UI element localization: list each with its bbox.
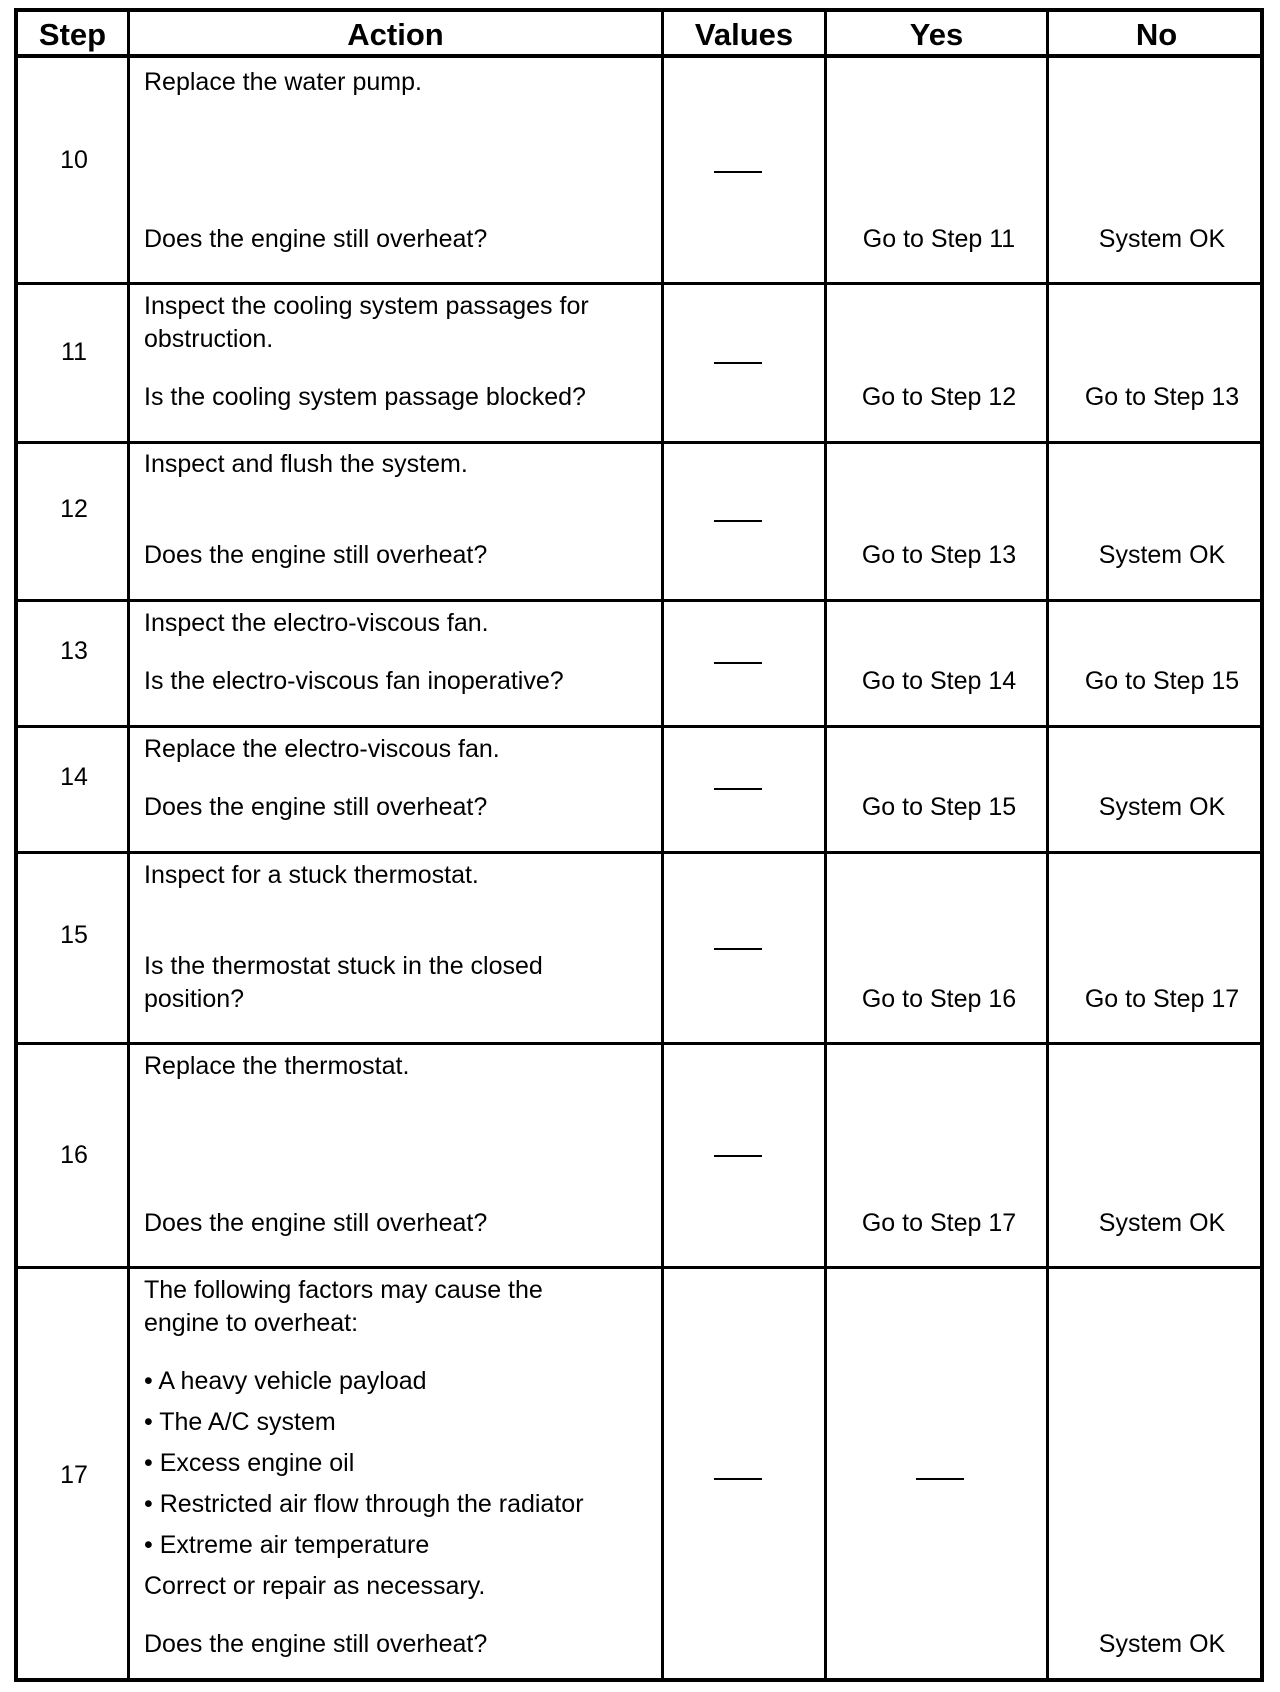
question-text: Does the engine still overheat? [144,541,488,569]
column-divider [824,12,827,1678]
action-text: Inspect for a stuck thermostat. [144,861,479,889]
step-number: 15 [60,921,88,949]
row-divider [18,725,1260,728]
values-dash [714,1478,762,1480]
bullet-item: • The A/C system [144,1408,336,1436]
bullet-item: • A heavy vehicle payload [144,1367,427,1395]
no-result: Go to Step 17 [1084,985,1240,1013]
yes-result: Go to Step 17 [861,1209,1017,1237]
action-text: Inspect and flush the system. [144,450,468,478]
no-result: System OK [1098,225,1226,253]
step-number: 13 [60,637,88,665]
yes-dash [916,1478,964,1480]
header-values: Values [694,17,794,52]
header-step: Step [38,17,107,52]
row-divider [18,441,1260,444]
bullet-item: • Extreme air temperature [144,1531,430,1559]
question-text: Does the engine still overheat? [144,1209,488,1237]
values-dash [714,362,762,364]
header-no: No [1135,17,1178,52]
yes-result: Go to Step 12 [861,383,1017,411]
action-text: Inspect the electro-viscous fan. [144,609,489,637]
row-divider [18,282,1260,285]
no-result: Go to Step 13 [1084,383,1240,411]
step-number: 16 [60,1141,88,1169]
row-divider [18,1042,1260,1045]
values-dash [714,1155,762,1157]
values-dash [714,662,762,664]
no-result: System OK [1098,1209,1226,1237]
diagnostic-table [14,8,1264,1682]
step-number: 17 [60,1461,88,1489]
no-result: Go to Step 15 [1084,667,1240,695]
yes-result: Go to Step 14 [861,667,1017,695]
no-result: System OK [1098,541,1226,569]
column-divider [127,12,130,1678]
bullet-item: • Restricted air flow through the radiator [144,1490,584,1518]
row-divider [18,851,1260,854]
step-number: 14 [60,763,88,791]
action-text: The following factors may cause the [144,1276,543,1304]
values-dash [714,520,762,522]
action-text: engine to overheat: [144,1309,359,1337]
row-divider [18,1266,1260,1269]
question-text: Does the engine still overheat? [144,1630,488,1658]
bullet-item: • Excess engine oil [144,1449,355,1477]
values-dash [714,171,762,173]
yes-result: Go to Step 16 [861,985,1017,1013]
yes-result: Go to Step 15 [861,793,1017,821]
column-divider [1046,12,1049,1678]
action-text: Correct or repair as necessary. [144,1572,486,1600]
step-number: 12 [60,495,88,523]
values-dash [714,788,762,790]
values-dash [714,948,762,950]
no-result: System OK [1098,793,1226,821]
row-divider [18,599,1260,602]
action-text: Inspect the cooling system passages for [144,292,589,320]
action-text: Replace the electro-viscous fan. [144,735,500,763]
action-text: Replace the water pump. [144,68,422,96]
question-text: position? [144,985,245,1013]
action-text: obstruction. [144,325,274,353]
question-text: Is the cooling system passage blocked? [144,383,586,411]
column-divider [661,12,664,1678]
question-text: Does the engine still overheat? [144,793,488,821]
header-action: Action [347,17,444,52]
question-text: Is the electro-viscous fan inoperative? [144,667,564,695]
yes-result: Go to Step 11 [862,225,1016,253]
question-text: Is the thermostat stuck in the closed [144,952,543,980]
question-text: Does the engine still overheat? [144,225,488,253]
header-yes: Yes [909,17,964,52]
yes-result: Go to Step 13 [861,541,1017,569]
step-number: 11 [61,338,87,366]
no-result: System OK [1098,1630,1226,1658]
action-text: Replace the thermostat. [144,1052,410,1080]
step-number: 10 [60,146,88,174]
